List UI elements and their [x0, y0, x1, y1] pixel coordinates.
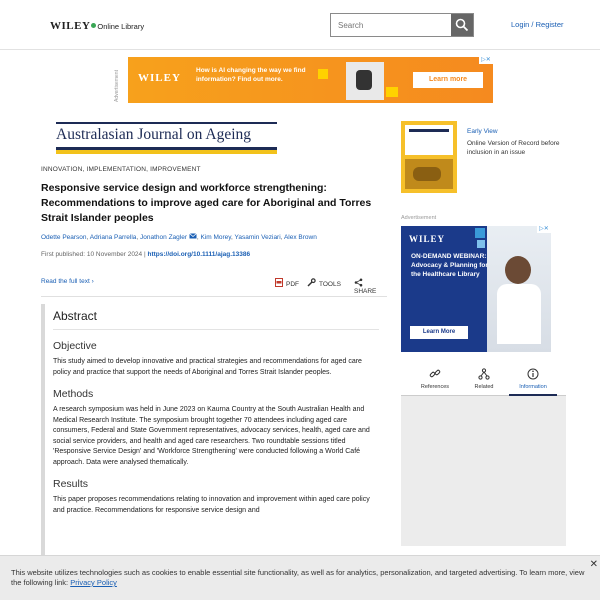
top-ad-text: How is AI changing the way we find information? Find out more.	[196, 67, 306, 83]
info-icon	[527, 368, 539, 380]
author-link[interactable]: Adriana Parrella	[89, 234, 137, 241]
tools-button[interactable]: TOOLS	[307, 278, 341, 288]
site-header	[0, 0, 600, 50]
divider	[41, 296, 387, 297]
logo-online-library-text: Online Library	[97, 22, 145, 31]
network-icon	[478, 368, 490, 380]
top-ad-brand: WILEY	[138, 72, 181, 84]
early-view-description: Online Version of Record before inclusion in an issue	[467, 140, 560, 156]
tab-information[interactable]: Information	[509, 364, 557, 396]
article-type: INNOVATION, IMPLEMENTATION, IMPROVEMENT	[41, 166, 201, 173]
top-ad-decor-square-2	[386, 87, 398, 97]
doi-link[interactable]: https://doi.org/10.1111/ajag.13386	[147, 251, 251, 258]
side-ad-brand: WILEY	[409, 234, 446, 244]
side-ad-label: Advertisement	[401, 215, 437, 221]
wrench-icon	[307, 278, 316, 287]
methods-heading: Methods	[53, 388, 94, 400]
adchoices-icon[interactable]: ▷✕	[537, 226, 551, 233]
wiley-online-library-logo[interactable]	[50, 20, 144, 32]
author-link[interactable]: Yasamin Veziari	[234, 234, 281, 241]
side-advertisement[interactable]	[401, 226, 551, 352]
sidebar-tabs	[401, 364, 566, 396]
results-heading: Results	[53, 478, 89, 490]
tab-related[interactable]: Related	[460, 364, 508, 396]
share-icon	[354, 278, 363, 287]
author-list: Odette Pearson, Adriana Parrella, Jonathon Zagler , Kim Morey, Yasamin Veziari, Alex Brown	[41, 234, 317, 241]
logo-wiley-text: WILEY	[50, 20, 91, 32]
journal-cover-image[interactable]	[401, 121, 457, 193]
chevron-right-icon: ›	[91, 278, 94, 285]
login-register-link[interactable]: Login / Register	[511, 20, 564, 29]
privacy-policy-link[interactable]: Privacy Policy	[70, 578, 117, 587]
logo-dot-icon	[91, 23, 96, 28]
cookie-banner	[0, 555, 600, 600]
abstract-section	[41, 304, 387, 564]
side-ad-learn-more-button[interactable]: Learn More	[410, 326, 468, 339]
published-date: First published: 10 November 2024	[41, 251, 143, 258]
side-ad-text: ON-DEMAND WEBINAR: Advocacy & Planning for the Healthcare Library	[411, 253, 488, 278]
article-title: Responsive service design and workforce strengthening: Recommendations to improve aged care for Aboriginal and Torres Strait Islander peoples	[41, 182, 372, 224]
abstract-heading: Abstract	[53, 309, 379, 330]
objective-text: This study aimed to develop innovative and practical strategies and recommendations for aged care policy and practice that support the needs of Aboriginal and Torres Strait Islander peoples.	[53, 358, 362, 376]
corresponding-author-mail-icon[interactable]	[189, 233, 197, 239]
journal-name: Australasian Journal on Ageing	[56, 126, 252, 143]
objective-heading: Objective	[53, 340, 97, 352]
author-link[interactable]: Odette Pearson	[41, 234, 87, 241]
adchoices-icon[interactable]: ▷✕	[479, 57, 493, 64]
link-icon	[429, 368, 441, 380]
pdf-icon	[275, 278, 283, 287]
read-full-text-link[interactable]: Read the full text ›	[41, 278, 94, 285]
author-link[interactable]: Alex Brown	[283, 234, 317, 241]
top-ad-learn-more-button[interactable]: Learn more	[413, 72, 483, 88]
top-advertisement-banner[interactable]	[128, 57, 493, 103]
early-view-link[interactable]: Early View	[467, 128, 498, 135]
author-link[interactable]: Jonathon Zagler	[140, 234, 188, 241]
search-box	[330, 13, 474, 37]
results-text: This paper proposes recommendations relating to innovation and improvement within aged care policy and practice. Recommendations for responsive service design and	[53, 496, 370, 514]
journal-logo-topbar	[56, 122, 277, 124]
search-icon	[455, 18, 469, 32]
publication-info	[41, 251, 250, 258]
methods-text: A research symposium was held in June 2023 on Kaurna Country at the South Australian Health and Medical Research Institute. The symposium brought together 70 attendees including aged care consumers, Federal and State Government representatives, advocacy services, health, aged care and social service providers, and health and aged care researchers. Two roundtable sessions titled 'Responsive Service Design' and 'Workforce Strengthening' were conducted following a World Café approach. Data were analysed thematically.	[53, 406, 370, 466]
cookie-text: This website utilizes technologies such as cookies to enable essential site functionality, as well as for analytics, personalization, and targeted advertising. To learn more, view the following link: Privacy Policy	[11, 568, 585, 587]
top-ad-decor-square	[318, 69, 328, 79]
author-link[interactable]: Kim Morey	[200, 234, 232, 241]
pub-separator: |	[143, 251, 146, 258]
sidebar-info-panel	[401, 396, 566, 546]
side-ad-photo	[487, 226, 551, 352]
article-actions-bar	[41, 278, 387, 295]
tab-references[interactable]: References	[411, 364, 459, 396]
pdf-button[interactable]: PDF	[275, 278, 299, 288]
top-ad-label: Advertisement	[114, 70, 120, 102]
search-button[interactable]	[451, 14, 473, 36]
share-button[interactable]: SHARE	[354, 278, 387, 295]
top-ad-image	[346, 62, 384, 100]
close-icon[interactable]: ✕	[589, 559, 598, 570]
journal-logo[interactable]	[56, 122, 277, 155]
search-input[interactable]	[331, 14, 451, 36]
journal-logo-gold-bar	[56, 150, 277, 154]
